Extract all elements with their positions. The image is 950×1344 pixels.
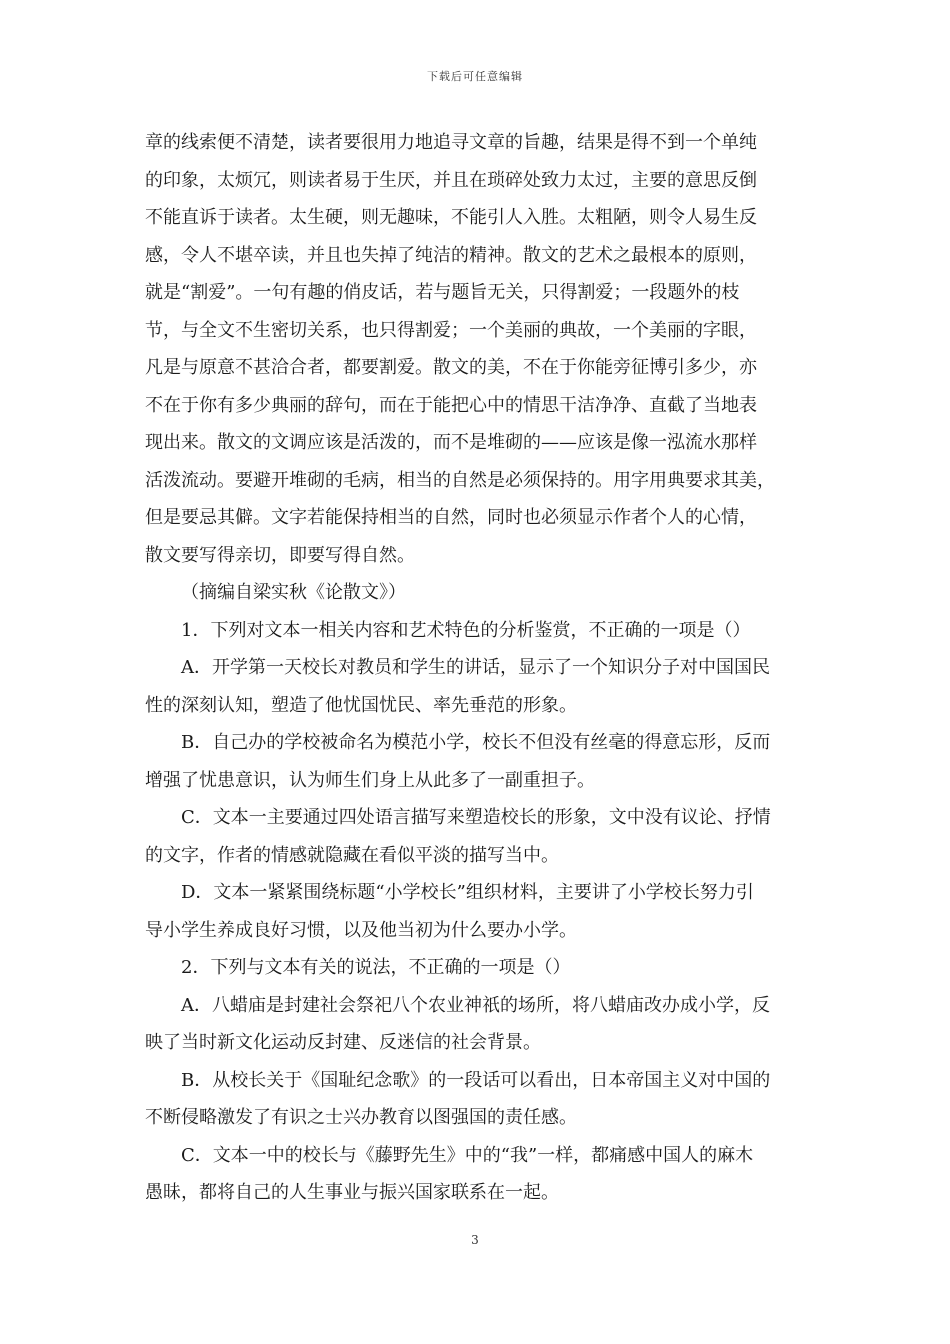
text-line: 不在于你有多少典丽的辞句，而在于能把心中的情思干洁净净、直截了当地表 bbox=[145, 394, 757, 416]
text-line: B．从校长关于《国耻纪念歌》的一段话可以看出，日本帝国主义对中国的 bbox=[181, 1069, 771, 1091]
text-line: 增强了忧患意识，认为师生们身上从此多了一副重担子。 bbox=[145, 769, 595, 791]
text-line: 的文字，作者的情感就隐藏在看似平淡的描写当中。 bbox=[145, 844, 559, 866]
text-line: C．文本一中的校长与《藤野先生》中的“我”一样，都痛感中国人的麻木 bbox=[181, 1144, 754, 1166]
text-line: 但是要忌其僻。文字若能保持相当的自然，同时也必须显示作者个人的心情， bbox=[145, 507, 757, 528]
text-line: 导小学生养成良好习惯，以及他当初为什么要办小学。 bbox=[145, 919, 577, 941]
text-line: 章的线索便不清楚，读者要很用力地追寻文章的旨趣，结果是得不到一个单纯 bbox=[145, 132, 757, 153]
text-line: A．开学第一天校长对教员和学生的讲话，显示了一个知识分子对中国国民 bbox=[181, 657, 770, 678]
text-line: 不能直诉于读者。太生硬，则无趣味，不能引人入胜。太粗陋，则令人易生反 bbox=[145, 207, 757, 228]
text-line: 1．下列对文本一相关内容和艺术特色的分析鉴赏，不正确的一项是（） bbox=[181, 619, 751, 641]
text-line: 性的深刻认知，塑造了他忧国忧民、率先垂范的形象。 bbox=[145, 694, 577, 716]
text-line: 散文要写得亲切，即要写得自然。 bbox=[145, 544, 415, 566]
text-line: （摘编自梁实秋《论散文》） bbox=[181, 582, 406, 603]
text-line: A．八蜡庙是封建社会祭祀八个农业神祇的场所，将八蜡庙改办成小学，反 bbox=[181, 994, 770, 1016]
text-line: 现出来。散文的文调应该是活泼的，而不是堆砌的——应该是像一泓流水那样 bbox=[145, 432, 757, 453]
text-line: D．文本一紧紧围绕标题“小学校长”组织材料，主要讲了小学校长努力引 bbox=[181, 882, 754, 903]
page-number: 3 bbox=[471, 1233, 479, 1247]
text-line: 就是“割爱”。一句有趣的俏皮话，若与题旨无关，只得割爱；一段题外的枝 bbox=[145, 282, 740, 303]
text-line: 映了当时新文化运动反封建、反迷信的社会背景。 bbox=[145, 1032, 541, 1053]
document-body bbox=[145, 124, 810, 1212]
text-line: 节，与全文不生密切关系，也只得割爱；一个美丽的典故，一个美丽的字眼， bbox=[145, 319, 757, 341]
text-line: 凡是与原意不甚洽合者，都要割爱。散文的美，不在于你能旁征博引多少，亦 bbox=[145, 357, 757, 378]
text-line: 感，令人不堪卒读，并且也失掉了纯洁的精神。散文的艺术之最根本的原则， bbox=[145, 244, 757, 266]
text-line: C．文本一主要通过四处语言描写来塑造校长的形象，文中没有议论、抒情 bbox=[181, 807, 771, 828]
page-header: 下载后可任意编辑 bbox=[427, 70, 523, 83]
text-line: B．自己办的学校被命名为模范小学，校长不但没有丝毫的得意忘形，反而 bbox=[181, 732, 771, 753]
text-line: 2．下列与文本有关的说法，不正确的一项是（） bbox=[181, 957, 571, 978]
text-line: 不断侵略激发了有识之士兴办教育以图强国的责任感。 bbox=[145, 1107, 577, 1128]
text-line: 愚昧，都将自己的人生事业与振兴国家联系在一起。 bbox=[145, 1182, 559, 1203]
text-line: 的印象，太烦冗，则读者易于生厌，并且在琐碎处致力太过，主要的意思反倒 bbox=[145, 169, 757, 191]
text-line: 活泼流动。要避开堆砌的毛病，相当的自然是必须保持的。用字用典要求其美， bbox=[145, 469, 775, 491]
